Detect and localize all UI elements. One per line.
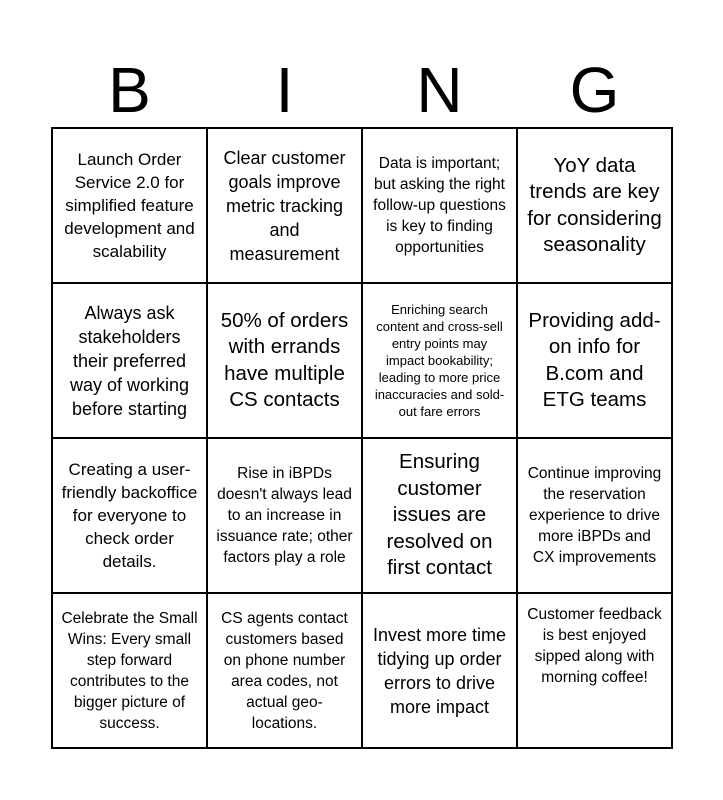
bingo-cell[interactable] bbox=[518, 594, 673, 749]
cell-text: Ensuring customer issues are resolved on first contact bbox=[386, 450, 493, 580]
cell-text: Celebrate the Small Wins: Every small step forward contributes to the bigger picture of success. bbox=[61, 609, 198, 732]
bingo-cell[interactable] bbox=[363, 439, 518, 594]
bingo-cell[interactable] bbox=[208, 439, 363, 594]
header-letter-g: G bbox=[569, 54, 620, 126]
cell-text: Customer feedback is best enjoyed sipped along with morning coffee! bbox=[527, 606, 662, 686]
bingo-cell[interactable] bbox=[53, 439, 208, 594]
cell-text: Data is important; but asking the right follow-up questions is key to finding opportunities bbox=[373, 155, 506, 256]
header-letter-n: N bbox=[416, 54, 463, 126]
bingo-cell[interactable] bbox=[208, 594, 363, 749]
bingo-header bbox=[52, 52, 672, 128]
cell-text: Enriching search content and cross-sell entry points may impact bookability; leading to more price inaccuracies and sold-out fare errors bbox=[374, 302, 505, 419]
cell-text: YoY data trends are key for considering seasonality bbox=[527, 153, 662, 256]
cell-text: Providing add-on info for B.com and ETG teams bbox=[528, 308, 661, 411]
bingo-cell[interactable] bbox=[518, 129, 673, 284]
header-letter-b: B bbox=[108, 54, 151, 126]
bingo-cell[interactable] bbox=[208, 129, 363, 284]
cell-text: Invest more time tidying up order errors to drive more impact bbox=[372, 624, 507, 717]
cell-text: CS agents contact customers based on phone number area codes, not actual geo-locations. bbox=[221, 609, 348, 732]
bingo-cell[interactable] bbox=[53, 129, 208, 284]
cell-text: Continue improving the reservation experience to drive more iBPDs and CX improvements bbox=[527, 465, 662, 566]
cell-text: Rise in iBPDs doesn't always lead to an increase in issuance rate; other factors play a role bbox=[216, 465, 353, 566]
cell-text: Launch Order Service 2.0 for simplified feature development and scalability bbox=[64, 150, 195, 261]
cell-text: Creating a user-friendly backoffice for everyone to check order details. bbox=[61, 460, 198, 571]
header-letter-i: I bbox=[275, 54, 294, 126]
bingo-cell[interactable] bbox=[53, 594, 208, 749]
cell-text: Clear customer goals improve metric tracking and measurement bbox=[223, 147, 346, 264]
bingo-cell[interactable] bbox=[363, 284, 518, 439]
bingo-cell[interactable] bbox=[208, 284, 363, 439]
bingo-card bbox=[51, 127, 673, 749]
bingo-cell[interactable] bbox=[363, 594, 518, 749]
cell-text: Always ask stakeholders their preferred way of working before starting bbox=[69, 302, 190, 419]
bingo-cell[interactable] bbox=[363, 129, 518, 284]
bingo-cell[interactable] bbox=[518, 439, 673, 594]
bingo-cell[interactable] bbox=[53, 284, 208, 439]
cell-text: 50% of orders with errands have multiple CS contacts bbox=[220, 308, 349, 411]
bingo-cell[interactable] bbox=[518, 284, 673, 439]
